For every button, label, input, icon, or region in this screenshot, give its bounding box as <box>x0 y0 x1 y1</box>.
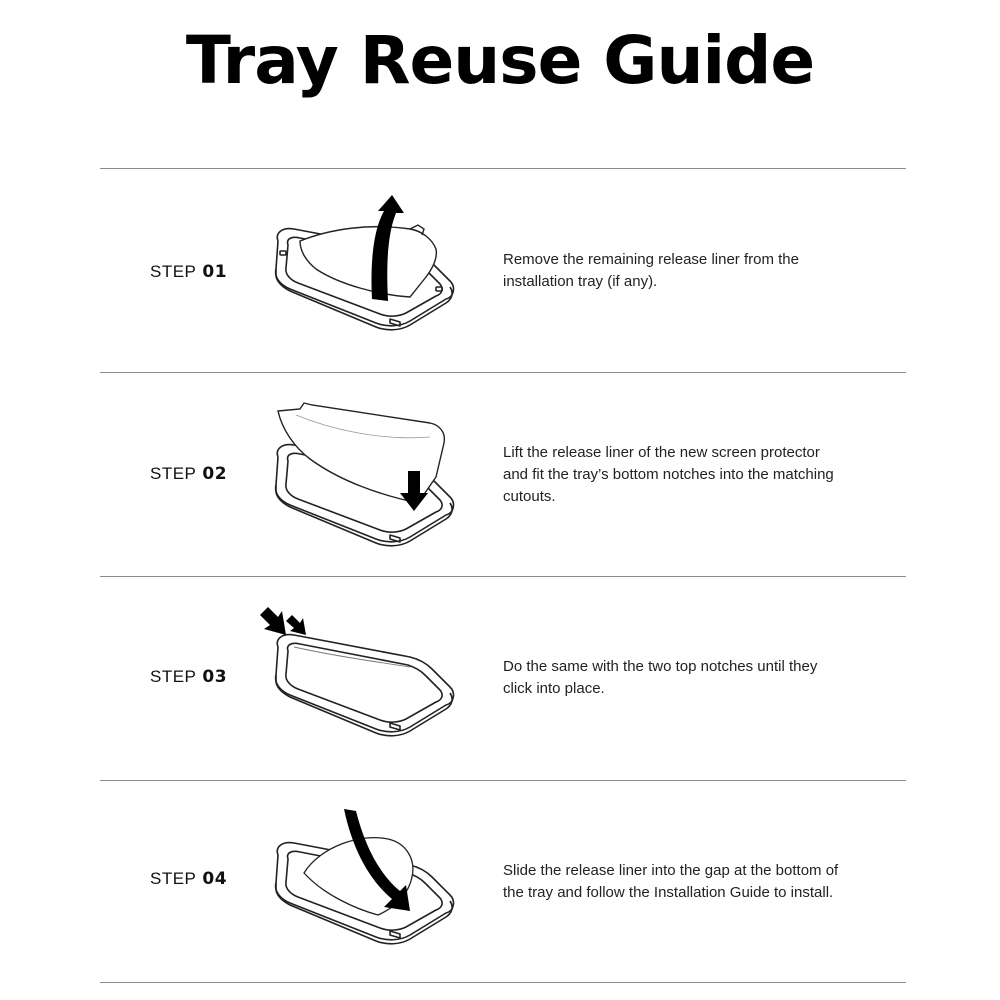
step-number: 02 <box>202 464 228 484</box>
step-number: 03 <box>202 667 228 687</box>
step-01 <box>100 169 906 372</box>
step-04 <box>100 781 906 984</box>
tray-top-notch-icon <box>260 595 480 755</box>
step-description: Slide the release liner into the gap at the bottom of the tray and follow the Installation Guide to install. <box>503 862 839 901</box>
step-label: STEP 03 <box>150 667 228 687</box>
step-03 <box>100 577 906 780</box>
step-label: STEP 02 <box>150 464 228 484</box>
step-description: Lift the release liner of the new screen protector and fit the tray’s bottom notches into the matching cutouts. <box>503 444 834 505</box>
step-description: Do the same with the two top notches until they click into place. <box>503 658 818 697</box>
tray-liner-slide-icon <box>260 803 480 963</box>
step-label: STEP 04 <box>150 869 228 889</box>
step-description: Remove the remaining release liner from the installation tray (if any). <box>503 251 799 290</box>
step-02 <box>100 373 906 576</box>
tray-liner-remove-icon <box>260 189 480 349</box>
page-title: Tray Reuse Guide <box>185 22 815 99</box>
step-number: 04 <box>202 869 228 889</box>
tray-bottom-notch-icon <box>260 395 480 555</box>
step-label: STEP 01 <box>150 262 228 282</box>
step-number: 01 <box>202 262 228 282</box>
